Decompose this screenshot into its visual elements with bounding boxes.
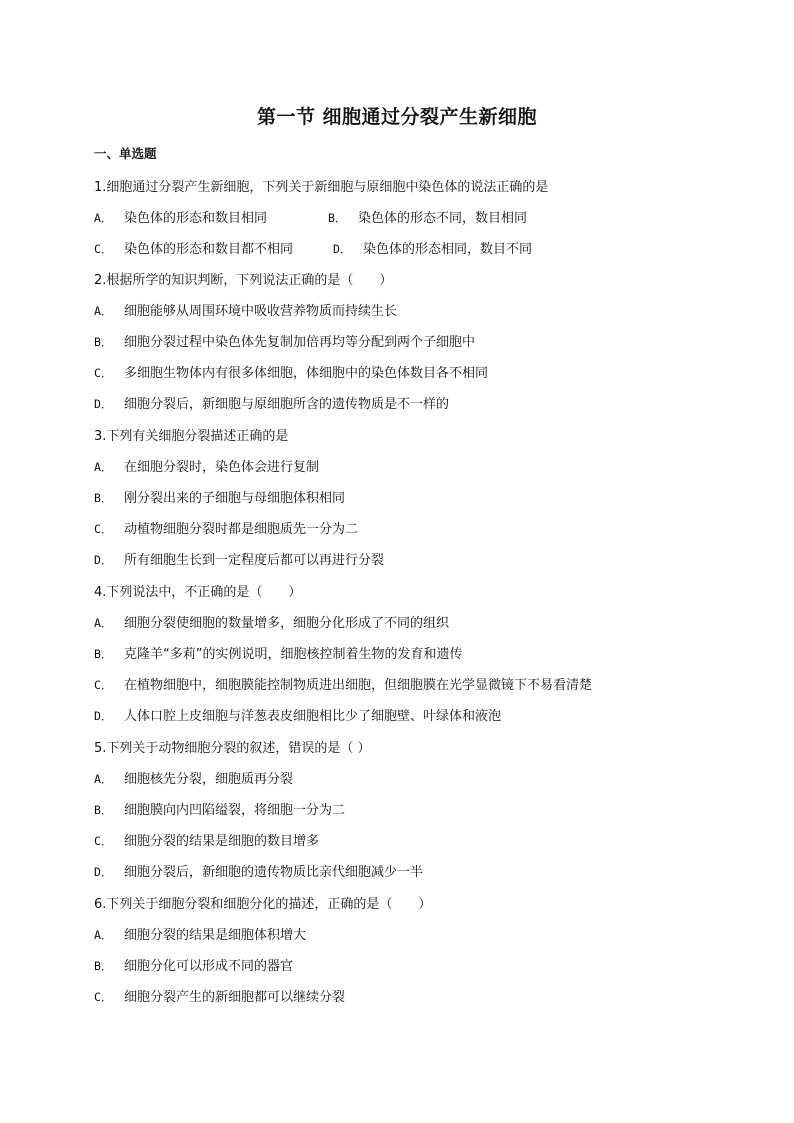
- question-1-stem: 1.细胞通过分裂产生新细胞，下列关于新细胞与原细胞中染色体的说法正确的是: [94, 180, 549, 195]
- option-text: 染色体的形态相同，数目不同: [363, 242, 533, 257]
- question-4-stem: 4.下列说法中，不正确的是（ ）: [94, 585, 302, 600]
- option-text: 细胞分裂后，新细胞的遗传物质比亲代细胞减少一半: [124, 865, 424, 880]
- question-5-stem: 5.下列关于动物细胞分裂的叙述，错误的是（ ）: [94, 741, 371, 756]
- option-letter: D．: [94, 709, 113, 723]
- question-3-option-a: [94, 456, 319, 475]
- question-3-stem: 3.下列有关细胞分裂描述正确的是: [94, 429, 289, 444]
- option-letter: C．: [94, 522, 113, 536]
- option-text: 刚分裂出来的子细胞与母细胞体积相同: [124, 491, 346, 506]
- question-2-option-c: [94, 362, 488, 381]
- question-4-option-d: [94, 705, 501, 724]
- question-1-option-b: [328, 207, 527, 226]
- option-text: 所有细胞生长到一定程度后都可以再进行分裂: [124, 553, 385, 568]
- option-letter: D．: [94, 553, 113, 567]
- question-5-option-a: [94, 768, 293, 787]
- option-letter: D．: [94, 397, 113, 411]
- option-text: 染色体的形态和数目都不相同: [124, 242, 294, 257]
- option-text: 细胞分裂产生的新细胞都可以继续分裂: [124, 990, 346, 1005]
- question-4-option-b: [94, 643, 462, 662]
- option-letter: A．: [94, 211, 113, 225]
- question-6-option-c: [94, 986, 345, 1005]
- question-6-option-b: [94, 955, 293, 974]
- option-text: 在细胞分裂时，染色体会进行复制: [124, 460, 320, 475]
- question-3-option-d: [94, 549, 384, 568]
- option-text: 细胞分裂过程中染色体先复制加倍再均等分配到两个子细胞中: [124, 335, 476, 350]
- question-2-stem: 2.根据所学的知识判断，下列说法正确的是（ ）: [94, 273, 393, 288]
- option-letter: A．: [94, 616, 113, 630]
- option-text: 多细胞生物体内有很多体细胞，体细胞中的染色体数目各不相同: [124, 366, 489, 381]
- option-letter: D．: [94, 865, 113, 879]
- question-6-stem: 6.下列关于细胞分裂和细胞分化的描述，正确的是（ ）: [94, 897, 432, 912]
- section-heading: 一、单选题: [94, 146, 157, 161]
- option-letter: C．: [94, 366, 113, 380]
- question-1-option-d: [333, 238, 532, 257]
- option-letter: B．: [94, 803, 113, 817]
- option-letter: C．: [94, 678, 113, 692]
- question-4-option-c: [94, 674, 592, 693]
- option-letter: A．: [94, 772, 113, 786]
- option-letter: B．: [94, 647, 113, 661]
- option-letter: D．: [333, 242, 352, 256]
- option-letter: B．: [94, 335, 113, 349]
- option-text: 动植物细胞分裂时都是细胞质先一分为二: [124, 522, 359, 537]
- option-text: 克隆羊“多莉”的实例说明，细胞核控制着生物的发育和遗传: [124, 647, 463, 662]
- option-text: 细胞能够从周围环境中吸收营养物质而持续生长: [124, 304, 398, 319]
- option-text: 细胞分裂使细胞的数量增多，细胞分化形成了不同的组织: [124, 616, 450, 631]
- option-letter: B．: [94, 959, 113, 973]
- option-letter: A．: [94, 928, 113, 942]
- option-text: 在植物细胞中，细胞膜能控制物质进出细胞，但细胞膜在光学显微镜下不易看清楚: [124, 678, 593, 693]
- question-5-option-b: [94, 799, 345, 818]
- question-5-option-c: [94, 830, 319, 849]
- option-text: 细胞分裂的结果是细胞体积增大: [124, 928, 307, 943]
- option-text: 细胞分化可以形成不同的器官: [124, 959, 294, 974]
- question-1-option-c: [94, 238, 293, 257]
- option-text: 人体口腔上皮细胞与洋葱表皮细胞相比少了细胞壁、叶绿体和液泡: [124, 709, 502, 724]
- option-letter: B．: [94, 491, 113, 505]
- question-2-option-b: [94, 331, 475, 350]
- option-letter: A．: [94, 304, 113, 318]
- question-3-option-c: [94, 518, 358, 537]
- option-text: 细胞分裂的结果是细胞的数目增多: [124, 834, 320, 849]
- question-4-option-a: [94, 612, 449, 631]
- page-title: 第一节 细胞通过分裂产生新细胞: [256, 106, 538, 128]
- option-text: 染色体的形态不同，数目相同: [358, 211, 528, 226]
- question-2-option-d: [94, 393, 449, 412]
- question-3-option-b: [94, 487, 345, 506]
- option-letter: A．: [94, 460, 113, 474]
- question-1-option-a: [94, 207, 267, 226]
- option-text: 细胞核先分裂，细胞质再分裂: [124, 772, 294, 787]
- option-text: 细胞膜向内凹陷缢裂，将细胞一分为二: [124, 803, 346, 818]
- option-letter: C．: [94, 834, 113, 848]
- question-2-option-a: [94, 300, 397, 319]
- question-5-option-d: [94, 861, 423, 880]
- question-6-option-a: [94, 924, 306, 943]
- option-text: 细胞分裂后，新细胞与原细胞所含的遗传物质是不一样的: [124, 397, 450, 412]
- option-letter: B．: [328, 211, 347, 225]
- option-letter: C．: [94, 242, 113, 256]
- option-text: 染色体的形态和数目相同: [124, 211, 268, 226]
- option-letter: C．: [94, 990, 113, 1004]
